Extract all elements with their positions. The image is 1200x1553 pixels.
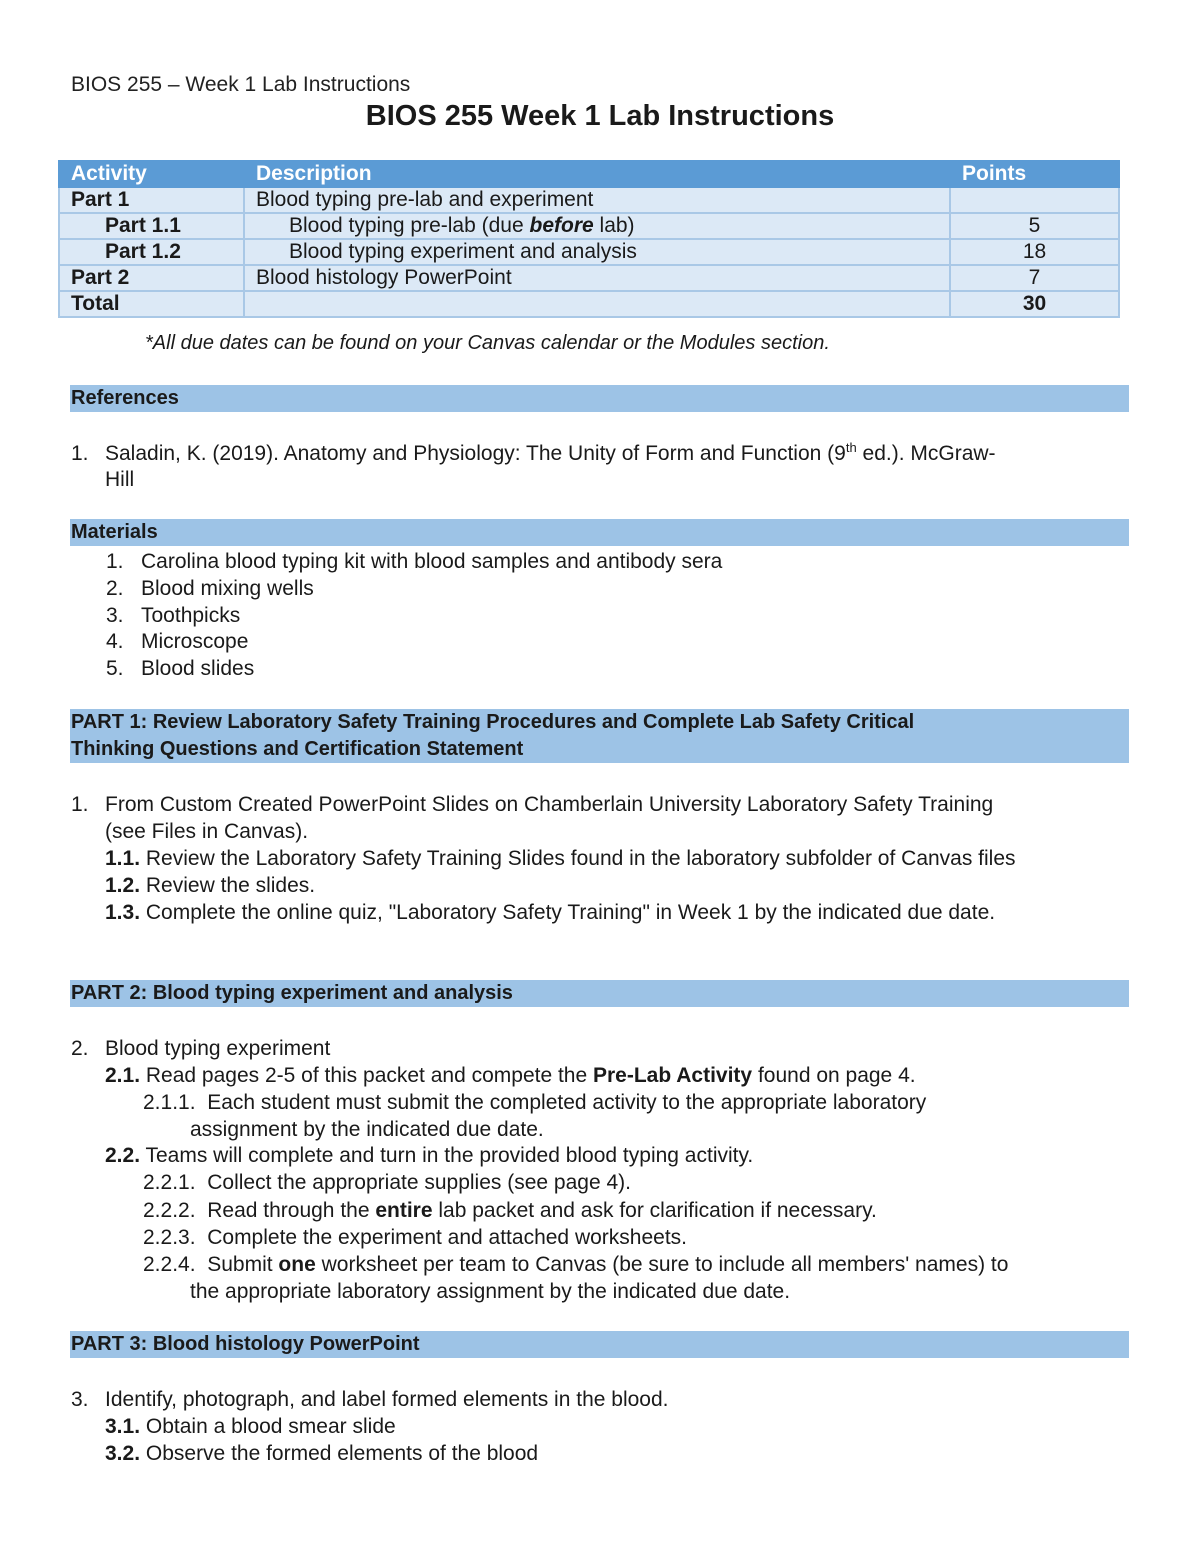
material-number: 4.	[106, 630, 124, 653]
header-activity: Activity	[59, 161, 244, 187]
list-item: 3.2. Observe the formed elements of the blood	[105, 1442, 539, 1465]
document-title: BIOS 255 Week 1 Lab Instructions	[365, 100, 835, 132]
row-activity: Part 2	[59, 265, 244, 291]
row-activity: Part 1.2	[59, 239, 244, 265]
list-item: 2.1.1. Each student must submit the completed activity to the appropriate laboratory	[143, 1091, 927, 1114]
row-activity: Part 1.1	[59, 213, 244, 239]
material-number: 1.	[106, 550, 124, 573]
list-item: Microscope	[141, 630, 249, 653]
part1-heading: PART 1: Review Laboratory Safety Training Procedures and Complete Lab Safety Critical Thinking Questions and Certification Statement	[70, 709, 1129, 763]
list-item-continued: the appropriate laboratory assignment by the indicated due date.	[190, 1280, 791, 1303]
list-item: 3.1. Obtain a blood smear slide	[105, 1415, 396, 1438]
list-item: 1.3. Complete the online quiz, "Laboratory Safety Training" in Week 1 by the indicated due date.	[105, 901, 996, 924]
row-activity: Total	[59, 291, 244, 317]
list-item: 2.2.1. Collect the appropriate supplies (see page 4).	[143, 1171, 631, 1194]
points-table	[58, 160, 1120, 318]
part3-item-number: 3.	[71, 1388, 89, 1411]
row-points: 5	[950, 213, 1119, 239]
due-dates-note: *All due dates can be found on your Canvas calendar or the Modules section.	[145, 332, 830, 354]
list-item: 2.1. Read pages 2-5 of this packet and compete the Pre-Lab Activity found on page 4.	[105, 1064, 916, 1087]
row-points: 18	[950, 239, 1119, 265]
header-description: Description	[244, 161, 950, 187]
part2-item-text: Blood typing experiment	[105, 1037, 331, 1060]
part1-item-text-continued: (see Files in Canvas).	[105, 820, 309, 843]
list-item: 2.2.2. Read through the entire lab packet and ask for clarification if necessary.	[143, 1199, 877, 1222]
part2-heading: PART 2: Blood typing experiment and analysis	[70, 980, 1129, 1007]
list-item: 2.2. Teams will complete and turn in the provided blood typing activity.	[105, 1144, 754, 1167]
row-points	[950, 187, 1119, 213]
part1-item-number: 1.	[71, 793, 89, 816]
references-heading: References	[70, 385, 1129, 412]
row-description: Blood typing pre-lab (due before lab)	[244, 213, 950, 239]
part2-item-number: 2.	[71, 1037, 89, 1060]
row-description: Blood histology PowerPoint	[244, 265, 950, 291]
list-item: Toothpicks	[141, 604, 241, 627]
list-item: 1.2. Review the slides.	[105, 874, 316, 897]
list-item: 2.2.4. Submit one worksheet per team to Canvas (be sure to include all members' names) to	[143, 1253, 1009, 1276]
row-points: 7	[950, 265, 1119, 291]
row-description: Blood typing pre-lab and experiment	[244, 187, 950, 213]
material-number: 2.	[106, 577, 124, 600]
table-row	[59, 187, 1119, 213]
list-item: 1.1. Review the Laboratory Safety Training Slides found in the laboratory subfolder of Canvas files	[105, 847, 1016, 870]
table-row	[59, 265, 1119, 291]
table-row	[59, 213, 1119, 239]
table-row	[59, 239, 1119, 265]
table-header-row	[59, 161, 1119, 187]
list-item: Blood slides	[141, 657, 255, 680]
row-points: 30	[950, 291, 1119, 317]
part1-item-text: From Custom Created PowerPoint Slides on Chamberlain University Laboratory Safety Training	[105, 793, 994, 816]
part3-item-text: Identify, photograph, and label formed elements in the blood.	[105, 1388, 669, 1411]
reference-text: Saladin, K. (2019). Anatomy and Physiology: The Unity of Form and Function (9th ed.). McGraw-	[105, 440, 996, 465]
material-number: 3.	[106, 604, 124, 627]
row-activity: Part 1	[59, 187, 244, 213]
row-description: Blood typing experiment and analysis	[244, 239, 950, 265]
running-header: BIOS 255 – Week 1 Lab Instructions	[71, 73, 411, 96]
reference-text-continued: Hill	[105, 468, 135, 491]
materials-heading: Materials	[70, 519, 1129, 546]
material-number: 5.	[106, 657, 124, 680]
list-item: 2.2.3. Complete the experiment and attached worksheets.	[143, 1226, 687, 1249]
header-points: Points	[950, 161, 1119, 187]
table-row	[59, 291, 1119, 317]
list-item: Blood mixing wells	[141, 577, 314, 600]
reference-number: 1.	[71, 442, 89, 465]
list-item: Carolina blood typing kit with blood samples and antibody sera	[141, 550, 723, 573]
row-description	[244, 291, 950, 317]
part3-heading: PART 3: Blood histology PowerPoint	[70, 1331, 1129, 1358]
list-item-continued: assignment by the indicated due date.	[190, 1118, 544, 1141]
